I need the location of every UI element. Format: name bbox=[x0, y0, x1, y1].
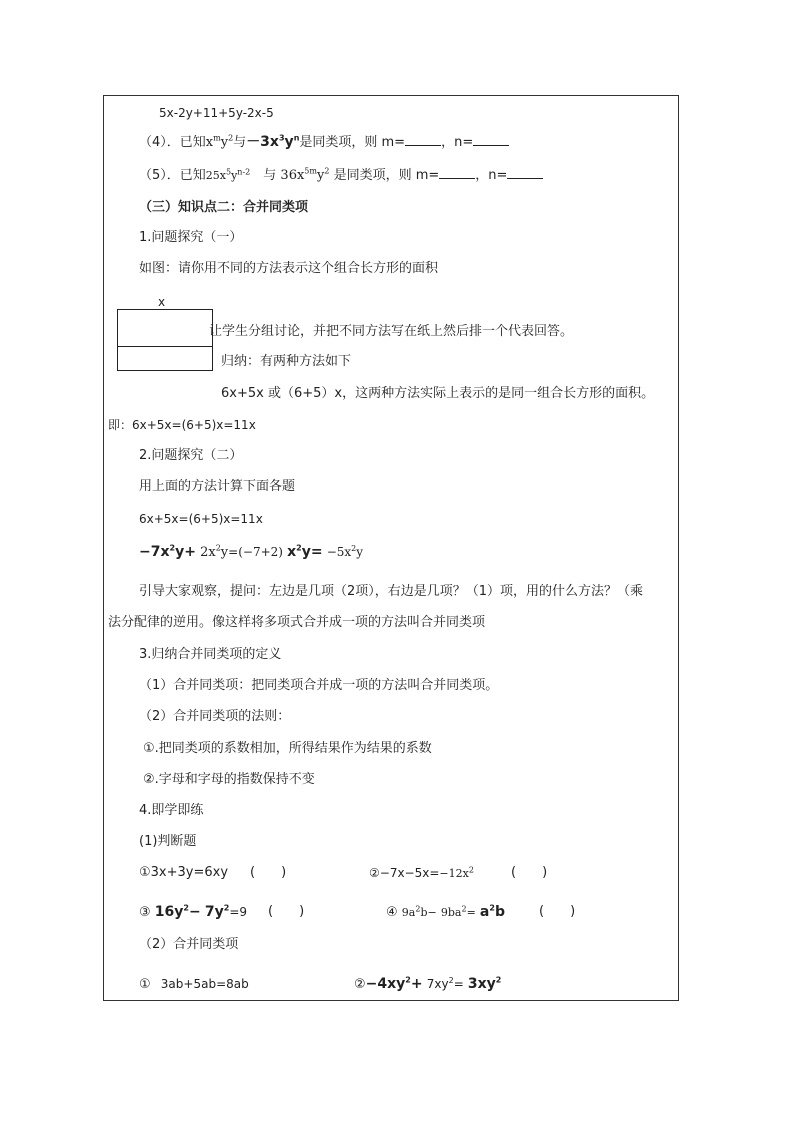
rule-1: ①.把同类项的系数相加，所得结果作为结果的系数 bbox=[143, 741, 432, 756]
m2-part-c: $3xy^2$ bbox=[467, 975, 502, 992]
q4-sep: ，n= bbox=[441, 135, 474, 150]
j4-part-a: $9a^2b-$ bbox=[401, 904, 437, 919]
j4-part-b: $9ba^2=$ bbox=[440, 904, 476, 919]
j2-part-a: ②−7x−5x= bbox=[369, 866, 440, 880]
eq2-part-d: $x^2y=$ bbox=[287, 543, 323, 560]
m2-part-b: $7xy^2=$ bbox=[426, 976, 464, 991]
q4-term2: $-3x^3y^n$ bbox=[246, 133, 300, 150]
practice-title: 4.即学即练 bbox=[139, 803, 204, 818]
eq2-part-c: =(−7+2) bbox=[228, 545, 283, 559]
explore-2-title: 2.问题探究（二） bbox=[139, 448, 243, 463]
conclusion-text: 即：6x+5x=(6+5)x=11x bbox=[108, 418, 256, 432]
judge-title: (1)判断题 bbox=[139, 834, 197, 849]
explore-2-eq2 bbox=[139, 543, 363, 562]
definition-title: 3.归纳合并同类项的定义 bbox=[139, 647, 282, 662]
q4-tail: 是同类项，则 m= bbox=[299, 135, 406, 150]
q5-blank-m[interactable] bbox=[439, 166, 475, 179]
eq2-part-b: $2x^2y$ bbox=[200, 543, 229, 560]
guide-line-1: 引导大家观察，提问：左边是几项（2项），右边是几项？（1）项，用的什么方法？（乘 bbox=[139, 584, 644, 599]
methods-text: 6x+5x 或（6+5）x，这两种方法实际上表示的是同一组合长方形的面积。 bbox=[221, 386, 655, 401]
judge-item-1: ①3x+3y=6xy bbox=[139, 865, 229, 880]
j4-num: ④ bbox=[386, 905, 398, 920]
judge-item-4-paren[interactable]: ( ) bbox=[539, 904, 576, 919]
explore-2-eq1: 6x+5x=(6+5)x=11x bbox=[139, 512, 263, 526]
merge-title: （2）合并同类项 bbox=[139, 937, 239, 952]
rectangle-divider bbox=[117, 346, 213, 347]
m1-expression: 3ab+5ab=8ab bbox=[160, 977, 249, 991]
summary-text: 归纳：有两种方法如下 bbox=[221, 354, 352, 369]
q4-mid: 与 bbox=[233, 135, 247, 150]
question-5 bbox=[139, 166, 543, 185]
eq2-part-a: $-7x^2y+$ bbox=[139, 543, 196, 560]
guide-line-2: 法分配律的逆用。像这样将多项式合并成一项的方法叫合并同类项 bbox=[108, 615, 486, 630]
j3-part-b: $7y^2$ bbox=[204, 903, 230, 920]
explore-1-title: 1.问题探究（一） bbox=[139, 230, 243, 245]
judge-item-2-paren[interactable]: ( ) bbox=[511, 865, 548, 880]
definition-item-1: （1）合并同类项：把同类项合并成一项的方法叫合并同类项。 bbox=[139, 678, 499, 693]
j4-part-c: $a^2b$ bbox=[479, 903, 505, 920]
judge-item-3 bbox=[139, 903, 247, 922]
m1-num: ① bbox=[139, 977, 151, 992]
j3-part-c: =9 bbox=[229, 905, 248, 919]
j2-part-b: $-12x^2$ bbox=[439, 865, 474, 880]
discussion-text: 让学生分组讨论，并把不同方法写在纸上然后排一个代表回答。 bbox=[209, 324, 574, 339]
q5-mid: 与 bbox=[263, 168, 277, 183]
merge-item-2 bbox=[354, 975, 501, 994]
explore-1-prompt: 如图：请你用不同的方法表示这个组合长方形的面积 bbox=[139, 261, 439, 276]
q4-term1: $x^my^2$ bbox=[205, 133, 234, 150]
judge-item-1-paren[interactable]: ( ) bbox=[250, 865, 287, 880]
q4-label: （4）．已知 bbox=[139, 135, 206, 150]
q4-blank-n[interactable] bbox=[473, 133, 509, 146]
rule-2: ②.字母和字母的指数保持不变 bbox=[143, 772, 315, 787]
judge-item-4 bbox=[386, 903, 505, 922]
question-4 bbox=[139, 133, 509, 152]
figure-x-label: x bbox=[158, 295, 166, 309]
q5-label: （5）．已知 bbox=[139, 168, 206, 183]
m2-num: ② bbox=[354, 977, 366, 992]
merge-item-1 bbox=[139, 975, 249, 994]
judge-item-2 bbox=[369, 864, 474, 883]
q5-term2: $36x^{5m}y^2$ bbox=[280, 166, 330, 183]
eq2-part-e: $-5x^2y$ bbox=[326, 544, 364, 559]
judge-item-3-paren[interactable]: ( ) bbox=[268, 904, 305, 919]
section-3-title: （三）知识点二：合并同类项 bbox=[139, 200, 309, 215]
q4-blank-m[interactable] bbox=[405, 133, 441, 146]
q5-tail: 是同类项，则 m= bbox=[333, 168, 440, 183]
m2-part-a: $-4xy^2+$ bbox=[365, 975, 423, 992]
j3-part-a: $16y^2-$ bbox=[154, 903, 201, 920]
q5-blank-n[interactable] bbox=[507, 166, 543, 179]
q5-sep: ，n= bbox=[475, 168, 508, 183]
composite-rectangle bbox=[117, 309, 213, 371]
expression-line: 5x-2y+11+5y-2x-5 bbox=[159, 106, 274, 120]
q5-term1: $25x^5y^{n-2}$ bbox=[205, 167, 251, 182]
j3-num: ③ bbox=[139, 905, 151, 920]
definition-item-2: （2）合并同类项的法则： bbox=[139, 709, 291, 724]
explore-2-prompt: 用上面的方法计算下面各题 bbox=[139, 479, 296, 494]
